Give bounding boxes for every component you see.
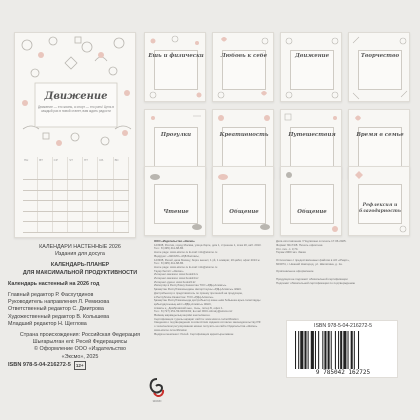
publisher-line: Тауар белгісі: «Эксмо»: [154, 268, 184, 273]
publisher-line: о техническом регулировании можно получить на сайте Издательства «Эксмо»: [154, 324, 258, 329]
staff-line: Художественный редактор В. Колышева: [8, 313, 110, 320]
month-grid-table: [23, 157, 129, 233]
card-month-10: [212, 166, 274, 236]
barcode-bar: [331, 331, 332, 369]
print-info-line: Оригинальное оформление: [276, 269, 314, 274]
publisher-line: ООО «Издательство «Эксмо»: [154, 239, 195, 243]
featured-card-title: Движение: [44, 91, 108, 102]
weekday-thu: ЧТ: [68, 157, 83, 180]
weekday-sun: ВС: [113, 157, 128, 180]
card-label: Общение: [229, 209, 259, 215]
card-label: Любовь к себе: [220, 53, 268, 59]
weekday-wed: СР: [52, 157, 68, 180]
country-origin-kz: Шығарылған елі: Ресей Федерациясы: [32, 339, 128, 346]
barcode-bar: [311, 331, 314, 369]
barcode-bar: [354, 331, 355, 369]
print-info-line: Усл. печ. л. 3,74.: [276, 246, 299, 251]
print-info-block: [276, 240, 414, 286]
publisher-line: Өндіруші: «ЭКСМО» АҚБ Баспасы,: [154, 253, 200, 258]
card-label: Прогулки: [160, 132, 192, 138]
barcode-bar: [328, 331, 330, 369]
publisher-line: Дистрибьютор и представитель по приему претензий на продукцию,: [154, 290, 243, 295]
publisher-line: Home page: www.eksmo.ru E-mail: info@eksmo.ru: [154, 264, 218, 269]
publisher-line: Интернет-магазин: www.book24.kz: [154, 276, 199, 281]
series-subtitle: Издания для досуга: [55, 251, 105, 258]
card-frame: [154, 184, 198, 224]
card-month-4: [348, 32, 410, 102]
staff-line: Главный редактор Р. Фасхутдинов: [8, 292, 94, 299]
card-month-11: [280, 166, 342, 236]
card-month-1: [144, 32, 206, 102]
card-frame: [222, 184, 266, 224]
publisher-line: Қазақстан Республикасындағы импорттаушы «РДЦ-Алматы» ЖШС.: [154, 287, 242, 292]
print-info-line: Дата изготовления / Подписано в печать 17.06.2025.: [276, 239, 347, 243]
publisher-line: Импортёр в Республику Казахстан ТОО «РДЦ-Алматы».: [154, 283, 227, 288]
publisher-line: Интернет-магазин: www.book24.ru: [154, 272, 199, 277]
weekday-fri: ПТ: [83, 157, 98, 180]
series-title: КАЛЕНДАРИ НАСТЕННЫЕ 2026: [39, 244, 121, 250]
publisher-line: Home page: www.eksmo.ru E-mail: info@eksmo.ru: [154, 250, 218, 255]
card-label: Движение: [295, 53, 329, 59]
barcode-bar: [298, 331, 299, 369]
card-label: Общение: [297, 209, 327, 215]
print-info-line: Продукция не подлежит обязательной сертификации: [276, 276, 348, 281]
print-info-line: Подлежит обязательной сертификации по подтверждению: [276, 280, 356, 285]
age-rating-badge: 12+: [74, 361, 86, 370]
barcode-bar: [322, 331, 323, 369]
barcode-bar: [324, 331, 326, 369]
copyright-line: © Оформление ООО «Издательство: [34, 346, 126, 353]
isbn-row: [8, 361, 152, 370]
card-label: Творчество: [360, 53, 400, 59]
barcode-isbn: ISBN 978-5-04-216272-5: [314, 323, 372, 329]
staff-line: Младший редактор Н. Щеглова: [8, 320, 87, 327]
publisher-line: Алматы қ., Домбровский көш., 3«а», литер Б, офис 1.: [154, 305, 224, 310]
publisher-line: Өнімнің жарамдылық мерзімі шектелмеген.: [154, 313, 211, 318]
featured-card-illustration: [15, 33, 136, 153]
print-info-line: Отпечатано с предоставленных файлов в АО «Рэарт»,: [276, 257, 350, 262]
publisher-line: в Республике Казахстан: ТОО «РДЦ-Алматы»: [154, 294, 214, 299]
card-frame: [290, 184, 334, 224]
weekday-mon: ПН: [23, 157, 38, 180]
card-label: Ешь и физически: [148, 53, 204, 59]
barcode-bar: [340, 331, 342, 369]
barcode-box: [286, 320, 398, 378]
product-title: КАЛЕНДАРЬ-ПЛАНЕР: [50, 262, 110, 269]
barcode-bar: [335, 331, 336, 369]
calendar-line: Календарь настенный на 2026 год: [8, 280, 100, 287]
publisher-line: Өндірген мемлекет: Ресей. Сертификация қарастырылмаған: [154, 331, 234, 336]
eksmo-logo-icon: [148, 377, 166, 401]
barcode-bar: [358, 331, 359, 369]
imprint-block: [8, 244, 152, 370]
copyright-line-2: «Эксмо», 2025: [61, 353, 99, 360]
card-label: Чтение: [163, 209, 189, 215]
weekday-tue: ВТ: [38, 157, 52, 180]
barcode-bar: [308, 331, 309, 369]
publisher-block: [154, 240, 268, 336]
print-info-line: Формат 60х74/8. Печать офсетная.: [276, 242, 324, 247]
barcode-bar: [348, 331, 349, 369]
country-origin: Страна происхождения: Российская Федерация: [19, 332, 141, 339]
publisher-line: Сведения о подтверждении соответствия издания согласно законодательству РФ: [154, 320, 261, 325]
product-title-2: ДЛЯ МАКСИМАЛЬНОЙ ПРОДУКТИВНОСТИ: [22, 269, 138, 276]
staff-line: Руководитель направления Л. Ремизова: [8, 299, 110, 306]
publisher-line: Тел.: 8 (495) 411-68-86.: [154, 261, 184, 266]
publisher-line: 123308, Россия, город Москва, улица Зорге, дом 1, строение 1, этаж 20, каб. 2013.: [154, 242, 262, 247]
logo-caption: ЭКСМО: [152, 400, 162, 403]
card-month-12: [348, 166, 410, 236]
isbn-text: ISBN 978-5-04-216272-5: [8, 361, 71, 368]
publisher-line: Тел.: 8 (495) 411-68-86.: [154, 246, 184, 251]
publisher-line: Сертификация туралы ақпарат сайтта: www.eksmo.ru/certification: [154, 316, 239, 321]
barcode-bar: [304, 331, 306, 369]
barcode-digits: 9 785042 162725: [315, 369, 371, 376]
barcode-bar: [300, 331, 303, 369]
publisher-line: 123308, Ресей, қала Мәскеу, Зорге көшесі, 1 үй, 1 ғимарат, 20 қабат, офис 2013 ж.: [154, 257, 261, 262]
barcode-bar: [315, 331, 316, 369]
publisher-line: қабылдаушының өкілі «РДЦ-Алматы» ЖШС,: [154, 301, 212, 306]
publisher-line: Интернет-дүкен: www.book24.kz: [154, 279, 196, 284]
barcode-bar: [338, 331, 339, 369]
print-info-line: 603074, г. Нижний Новгород, ул. Шаляпина, д. 1а.: [276, 261, 343, 266]
month-grid: [23, 157, 129, 233]
barcode-bar: [343, 331, 346, 369]
card-label: Время в семье: [356, 132, 404, 138]
barcode-bar: [295, 331, 296, 369]
barcode-bar: [318, 331, 319, 369]
barcode-icon: [293, 331, 393, 371]
card-month-2: [212, 32, 274, 102]
featured-card-subtitle: Движение — это жизнь, а спорт — это рать! Цель в каждый раз в новой станет, вам ждать радости: [37, 105, 115, 114]
featured-month-card: [14, 32, 136, 238]
publisher-line: www.eksmo.ru/certification: [154, 327, 188, 332]
card-label: Рефлексия и благодарность: [359, 203, 401, 214]
weekday-sat: СБ: [98, 157, 113, 180]
card-label: Путешествия: [288, 132, 336, 138]
card-month-9: [144, 166, 206, 236]
card-label: Креативность: [219, 132, 269, 138]
publisher-line: Қазақстан Республикасында дистрибьютор және өнім бойынша арыз-талаптарды: [154, 298, 261, 303]
staff-line: Ответственный редактор С. Дмитрова: [8, 306, 104, 313]
publisher-line: Тел.: 8 (727) 251-59-90/91/92; E-mail: RDC-Almaty@eksmo.kz: [154, 309, 233, 314]
card-month-3: [280, 32, 342, 102]
barcode-bar: [351, 331, 353, 369]
print-info-line: Тираж 2000 экз. Заказ: [276, 250, 306, 255]
